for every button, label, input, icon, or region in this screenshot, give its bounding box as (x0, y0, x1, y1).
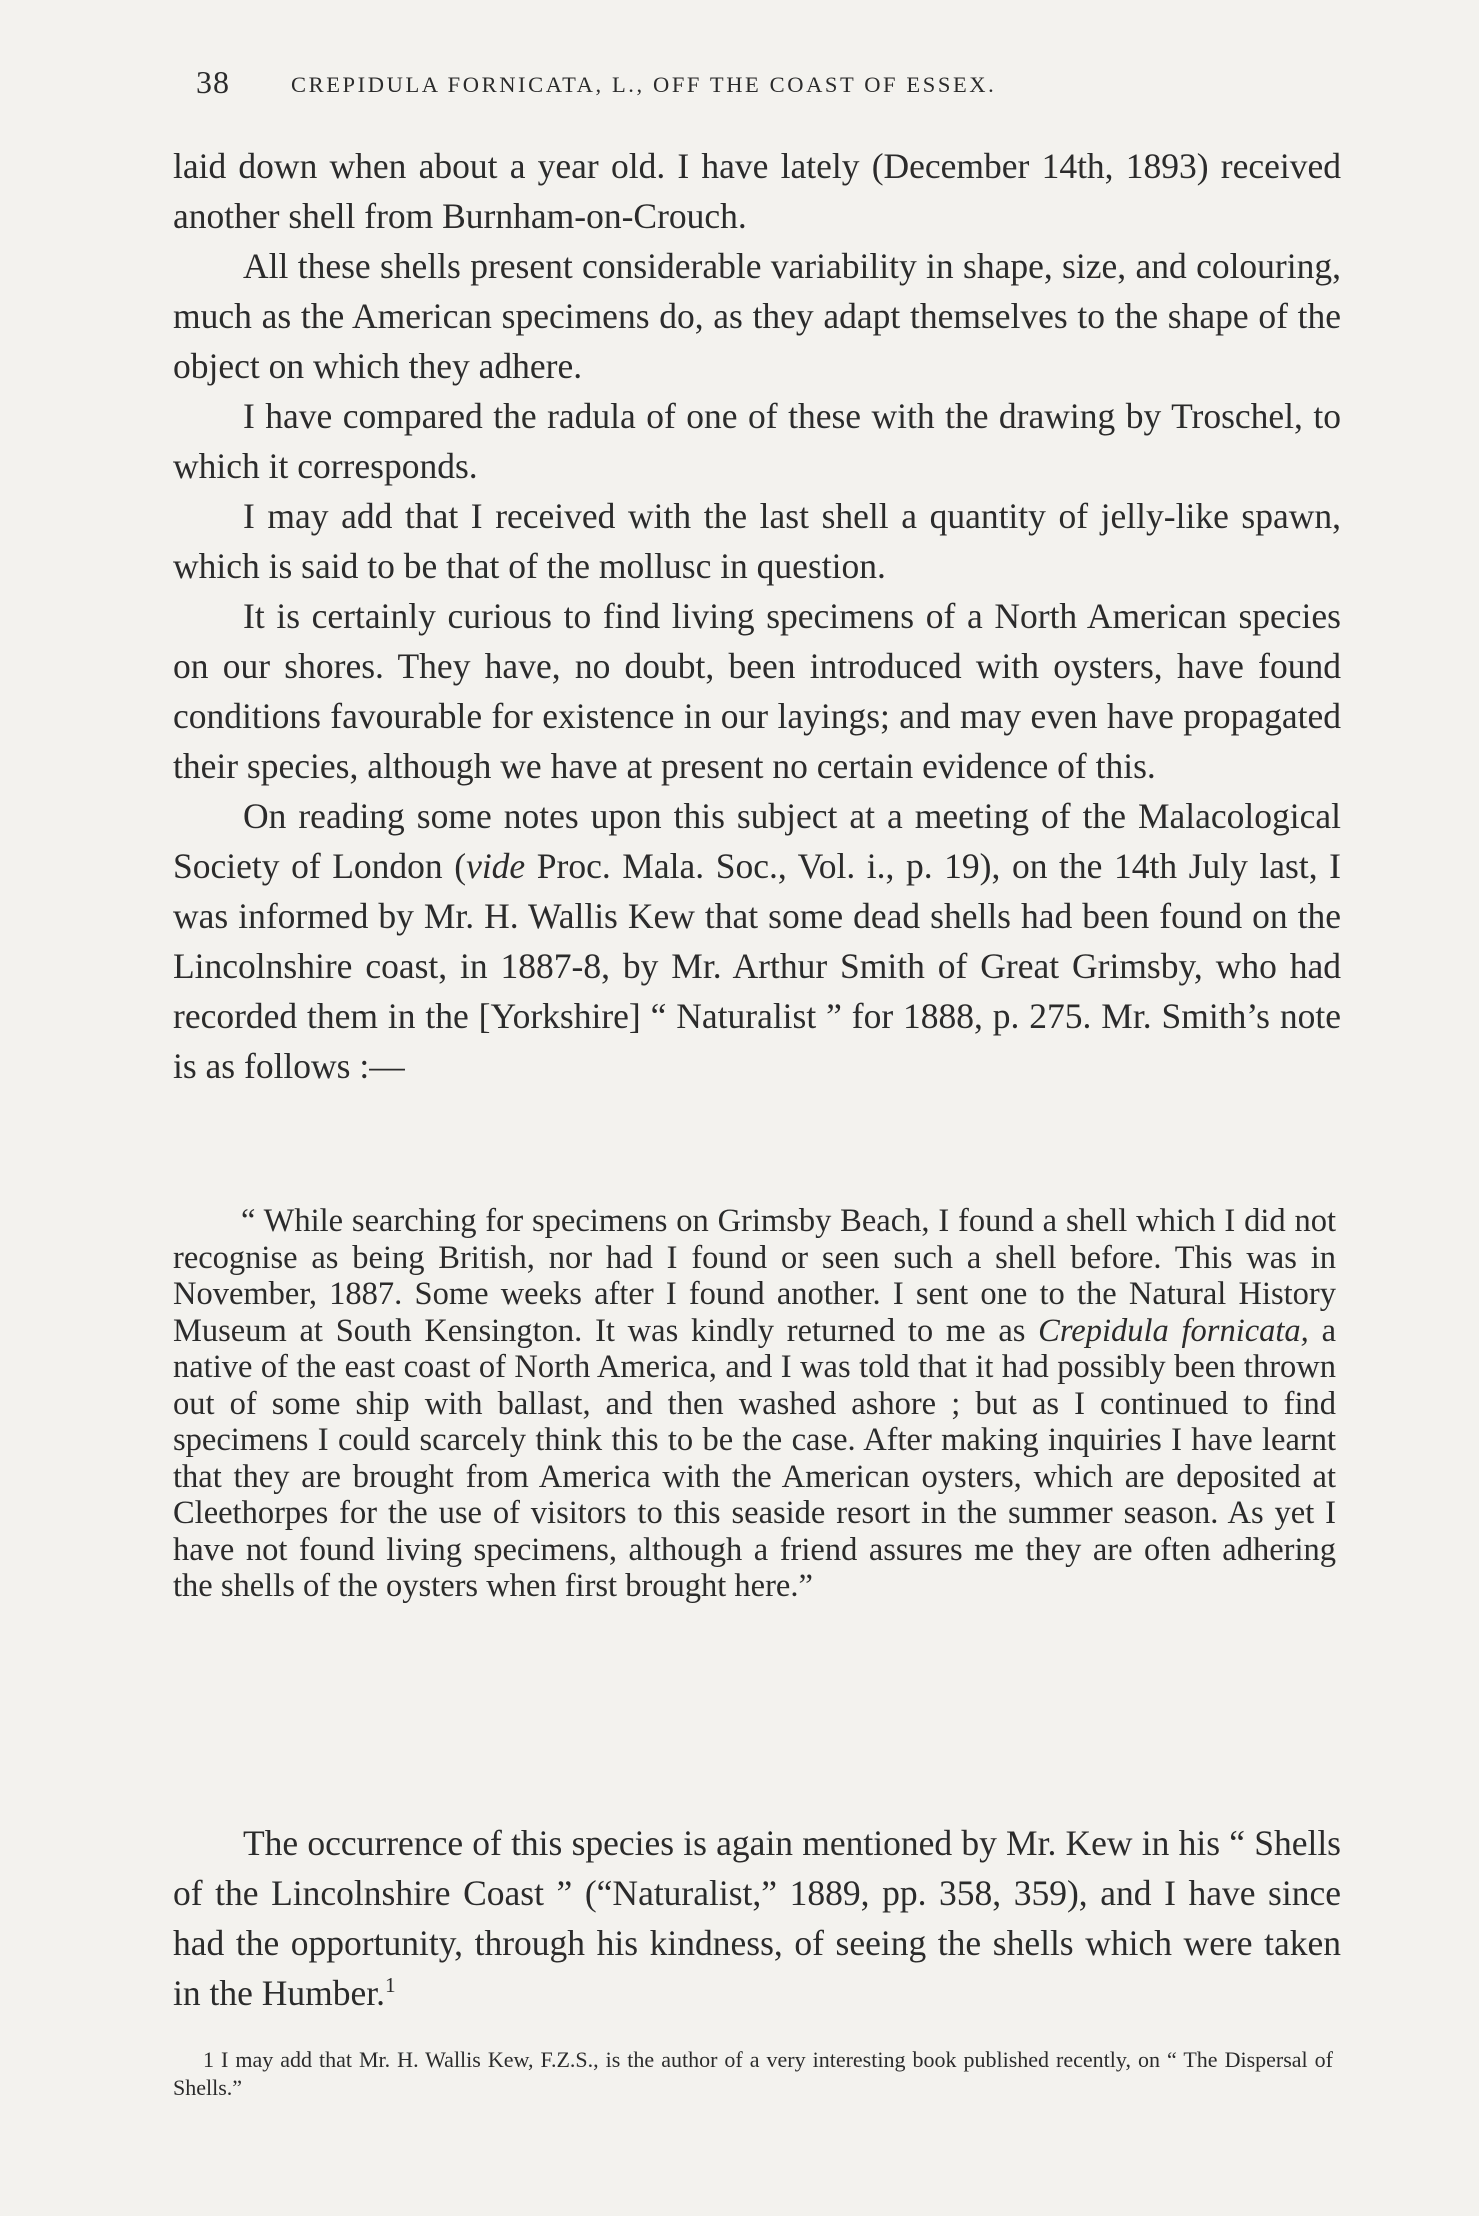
running-title: CREPIDULA FORNICATA, L., OFF THE COAST OF ESSEX. (291, 72, 997, 97)
page-number: 38 (196, 64, 230, 100)
paragraph-5: It is certainly curious to find living specimens of a North American species on our shores. They have, no doubt, been introduced with oysters, have found conditions favourable for existence in our layings; and may even have propagated their species, although we have at present no certain evidence of this. (173, 596, 1341, 786)
paragraph-7-text: The occurrence of this species is again mentioned by Mr. Kew in his “ Shells of the Lincolnshire Coast ” (“Naturalist,” 1889, pp. 358, 359), and I have since had the opportunity, through his kindness, of seeing the shells which were taken in the Humber. (173, 1823, 1341, 2013)
paragraph-6-part-a: On reading some notes upon this subject at a meeting of the Malacological Society of London ( (173, 796, 1341, 886)
quote-part-a: “ While searching for specimens on Grimsby Beach, I found a shell which I did not recognise as being British, nor had I found or seen such a shell before. This was in November, 1887. Some weeks after I found another. I sent one to the Natural History Museum at South Kensington. It was kindly returned to me as (173, 1203, 1336, 1349)
paragraph-1: laid down when about a year old. I have lately (December 14th, 1893) received another shell from Burnham-on-Crouch. (173, 146, 1341, 236)
vide-italic: vide (466, 846, 526, 886)
footnote-reference: 1 (384, 1973, 396, 1998)
quote-paragraph (173, 1203, 1336, 1605)
closing-text (173, 1818, 1341, 2018)
species-name-italic: Crepidula fornicata, (1038, 1312, 1309, 1349)
paragraph-4: I may add that I received with the last shell a quantity of jelly-like spawn, which is said to be that of the mollusc in question. (173, 496, 1341, 586)
paragraph-6-part-b: Proc. Mala. Soc., Vol. i., p. 19), on the 14th July last, I was informed by Mr. H. Wallis Kew that some dead shells had been found on the Lincolnshire coast, in 1887-8, by Mr. Arthur Smith of Great Grimsby, who had recorded them in the [Yorkshire] “ Naturalist ” for 1888, p. 275. Mr. Smith’s note is as follows :— (173, 846, 1342, 1086)
quote-part-b: a native of the east coast of North America, and I was told that it had possibly been thrown out of some ship with ballast, and then washed ashore ; but as I continued to find specimens I could scarcely think this to be the case. After making inquiries I have learnt that they are brought from America with the American oysters, which are deposited at Cleethorpes for the use of visitors to this seaside resort in the summer season. As yet I have not found living specimens, although a friend assures me they are often adhering the shells of the oysters when first brought here.” (173, 1312, 1336, 1604)
paragraph-6 (173, 791, 1341, 1091)
block-quote (173, 1203, 1336, 1605)
body-text (173, 141, 1341, 1091)
page-header (196, 64, 1241, 114)
footnote-text: 1 I may add that Mr. H. Wallis Kew, F.Z.S., is the author of a very interesting book published recently, on “ The Dispersal of Shells.” (173, 2047, 1333, 2100)
paragraph-7 (173, 1818, 1341, 2018)
paragraph-2: All these shells present considerable variability in shape, size, and colouring, much as the American specimens do, as they adapt themselves to the shape of the object on which they adhere. (173, 246, 1341, 386)
footnote (173, 2046, 1333, 2102)
paragraph-3: I have compared the radula of one of these with the drawing by Troschel, to which it corresponds. (173, 396, 1341, 486)
